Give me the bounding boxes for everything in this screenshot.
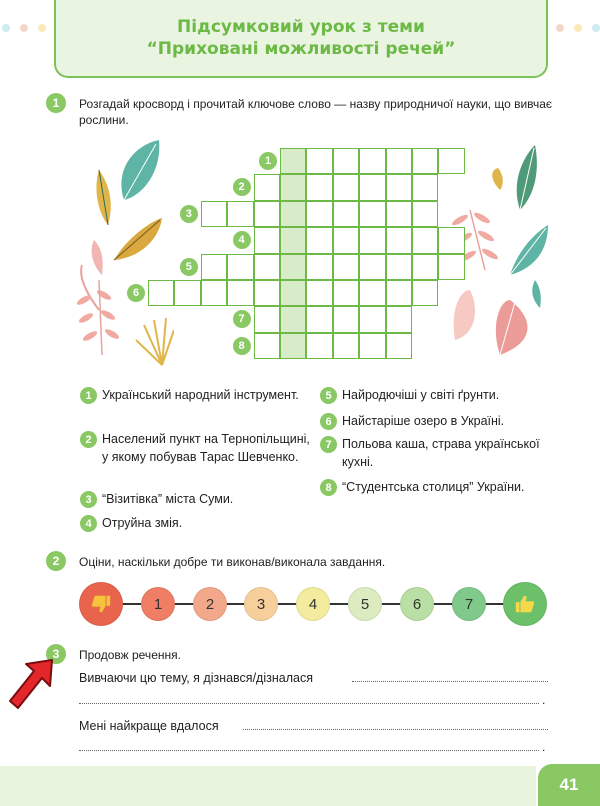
rating-option-2[interactable] xyxy=(193,587,227,621)
crossword-cell[interactable] xyxy=(412,254,438,280)
lesson-title-box xyxy=(54,0,548,78)
sentence2-period: . xyxy=(542,740,546,754)
crossword-cell[interactable] xyxy=(333,306,359,332)
crossword-row-number: 1 xyxy=(259,152,277,170)
clue-number: 4 xyxy=(80,515,97,532)
crossword-cell[interactable] xyxy=(386,148,412,174)
crossword-row-number: 4 xyxy=(233,231,251,249)
crossword-row-number: 3 xyxy=(180,205,198,223)
task2-text: Оціни, наскільки добре ти виконав/виконала завдання. xyxy=(79,555,386,569)
crossword-cell[interactable] xyxy=(359,201,385,227)
clue-number: 6 xyxy=(320,413,337,430)
thumbs-down-icon xyxy=(90,593,112,615)
task3-number: 3 xyxy=(46,644,66,664)
crossword-cell[interactable] xyxy=(174,280,200,306)
crossword-cell[interactable] xyxy=(412,174,438,200)
clue-number: 2 xyxy=(80,431,97,448)
crossword-cell[interactable] xyxy=(254,201,280,227)
crossword-cell[interactable] xyxy=(438,227,464,253)
thumbs-up-icon xyxy=(514,593,536,615)
rating-label: 4 xyxy=(308,595,318,613)
sentence2-answer-line2[interactable] xyxy=(79,749,539,751)
rating-option-1[interactable] xyxy=(141,587,175,621)
footer-bar xyxy=(0,766,536,806)
clue-number: 8 xyxy=(320,479,337,496)
crossword-cell[interactable] xyxy=(227,280,253,306)
crossword-cell[interactable] xyxy=(438,254,464,280)
crossword-row-number: 7 xyxy=(233,310,251,328)
rating-option-4[interactable] xyxy=(296,587,330,621)
clue-item xyxy=(80,386,312,404)
crossword-key-cell[interactable] xyxy=(280,148,306,174)
crossword-cell[interactable] xyxy=(306,280,332,306)
crossword-cell[interactable] xyxy=(386,306,412,332)
crossword-cell[interactable] xyxy=(386,227,412,253)
rating-label: 2 xyxy=(205,595,215,613)
clue-item xyxy=(80,430,312,466)
crossword-cell[interactable] xyxy=(254,227,280,253)
crossword-cell[interactable] xyxy=(306,333,332,359)
clue-text: “Візитівка” міста Суми. xyxy=(102,492,234,506)
lesson-title-line2: “Приховані можливості речей” xyxy=(146,39,456,59)
clue-text: Найродючіші у світі ґрунти. xyxy=(342,388,500,402)
clue-number: 7 xyxy=(320,436,337,453)
page-number: 41 xyxy=(538,764,600,806)
rating-label: 3 xyxy=(256,595,266,613)
crossword-cell[interactable] xyxy=(254,280,280,306)
thumbs-down-rating-button[interactable] xyxy=(79,582,123,626)
clue-text: Український народний інструмент. xyxy=(102,388,299,402)
crossword-key-cell[interactable] xyxy=(280,306,306,332)
clue-number: 5 xyxy=(320,387,337,404)
crossword-cell[interactable] xyxy=(333,254,359,280)
clue-number: 1 xyxy=(80,387,97,404)
rating-label: 7 xyxy=(464,595,474,613)
crossword-key-cell[interactable] xyxy=(280,201,306,227)
crossword-cell[interactable] xyxy=(333,201,359,227)
crossword-key-cell[interactable] xyxy=(280,174,306,200)
crossword-cell[interactable] xyxy=(412,148,438,174)
rating-label: 1 xyxy=(153,595,163,613)
crossword-cell[interactable] xyxy=(386,254,412,280)
crossword-cell[interactable] xyxy=(254,254,280,280)
rating-option-6[interactable] xyxy=(400,587,434,621)
crossword-cell[interactable] xyxy=(359,227,385,253)
crossword-cell[interactable] xyxy=(386,174,412,200)
rating-label: 6 xyxy=(412,595,422,613)
crossword-cell[interactable] xyxy=(333,227,359,253)
crossword-cell[interactable] xyxy=(359,333,385,359)
crossword-cell[interactable] xyxy=(227,254,253,280)
crossword-cell[interactable] xyxy=(333,280,359,306)
thumbs-up-rating-button[interactable] xyxy=(503,582,547,626)
decor-dots-right xyxy=(556,24,600,34)
crossword-cell[interactable] xyxy=(386,333,412,359)
rating-label: 5 xyxy=(360,595,370,613)
clue-text: Найстаріше озеро в Україні. xyxy=(342,414,505,428)
task3-text: Продовж речення. xyxy=(79,648,181,662)
red-arrow-icon xyxy=(6,656,58,716)
crossword-cell[interactable] xyxy=(386,201,412,227)
crossword-row-number: 2 xyxy=(233,178,251,196)
crossword-cell[interactable] xyxy=(306,201,332,227)
crossword-cell[interactable] xyxy=(386,280,412,306)
clue-text: Отруйна змія. xyxy=(102,516,183,530)
rating-option-3[interactable] xyxy=(244,587,278,621)
rating-option-5[interactable] xyxy=(348,587,382,621)
crossword-row-number: 8 xyxy=(233,337,251,355)
crossword-cell[interactable] xyxy=(359,174,385,200)
clue-item xyxy=(320,478,552,496)
crossword-cell[interactable] xyxy=(359,254,385,280)
clue-text: Польова каша, страва української кухні. xyxy=(342,437,540,469)
crossword-cell[interactable] xyxy=(201,201,227,227)
crossword-cell[interactable] xyxy=(359,306,385,332)
clue-text: Населений пункт на Тернопільщині, у якому побував Тарас Шевченко. xyxy=(102,432,310,464)
crossword-cell[interactable] xyxy=(306,174,332,200)
crossword-cell[interactable] xyxy=(359,280,385,306)
rating-option-7[interactable] xyxy=(452,587,486,621)
crossword-cell[interactable] xyxy=(148,280,174,306)
crossword-cell[interactable] xyxy=(333,148,359,174)
task1-number: 1 xyxy=(46,93,66,113)
crossword-cell[interactable] xyxy=(306,148,332,174)
crossword-cell[interactable] xyxy=(254,174,280,200)
crossword-cell[interactable] xyxy=(438,148,464,174)
clue-item xyxy=(80,514,312,532)
clue-item xyxy=(320,412,552,430)
task1-text: Розгадай кросворд і прочитай ключове слово — назву природничої науки, що вивчає рослини. xyxy=(79,97,553,127)
crossword-cell[interactable] xyxy=(254,306,280,332)
crossword-cell[interactable] xyxy=(227,201,253,227)
crossword-cell[interactable] xyxy=(201,280,227,306)
leaves-left-illustration xyxy=(74,140,174,370)
crossword-key-cell[interactable] xyxy=(280,227,306,253)
clue-text: “Студентська столиця” України. xyxy=(342,480,525,494)
crossword-cell[interactable] xyxy=(306,254,332,280)
crossword-cell[interactable] xyxy=(333,333,359,359)
lesson-title-line1: Підсумковий урок з теми xyxy=(177,17,425,37)
crossword-key-cell[interactable] xyxy=(280,333,306,359)
clue-item xyxy=(80,490,312,508)
crossword-cell[interactable] xyxy=(412,201,438,227)
crossword-cell[interactable] xyxy=(306,306,332,332)
crossword-cell[interactable] xyxy=(254,333,280,359)
clue-item xyxy=(320,386,552,404)
crossword-row-number: 6 xyxy=(127,284,145,302)
crossword-row-number: 5 xyxy=(180,258,198,276)
sentence1-answer-line2[interactable] xyxy=(79,702,539,704)
crossword-cell[interactable] xyxy=(412,280,438,306)
task2-number: 2 xyxy=(46,551,66,571)
crossword-cell[interactable] xyxy=(412,227,438,253)
crossword-cell[interactable] xyxy=(306,227,332,253)
clue-number: 3 xyxy=(80,491,97,508)
crossword-cell[interactable] xyxy=(359,148,385,174)
sentence1-period: . xyxy=(542,693,546,707)
crossword-cell[interactable] xyxy=(333,174,359,200)
clue-item xyxy=(320,435,552,471)
crossword-key-cell[interactable] xyxy=(280,254,306,280)
sentence1-answer-line[interactable] xyxy=(352,680,548,682)
sentence2-prompt: Мені найкраще вдалося xyxy=(79,719,219,733)
crossword-key-cell[interactable] xyxy=(280,280,306,306)
sentence1-prompt: Вивчаючи цю тему, я дізнався/дізналася xyxy=(79,671,313,685)
sentence2-answer-line[interactable] xyxy=(243,728,548,730)
crossword-cell[interactable] xyxy=(201,254,227,280)
